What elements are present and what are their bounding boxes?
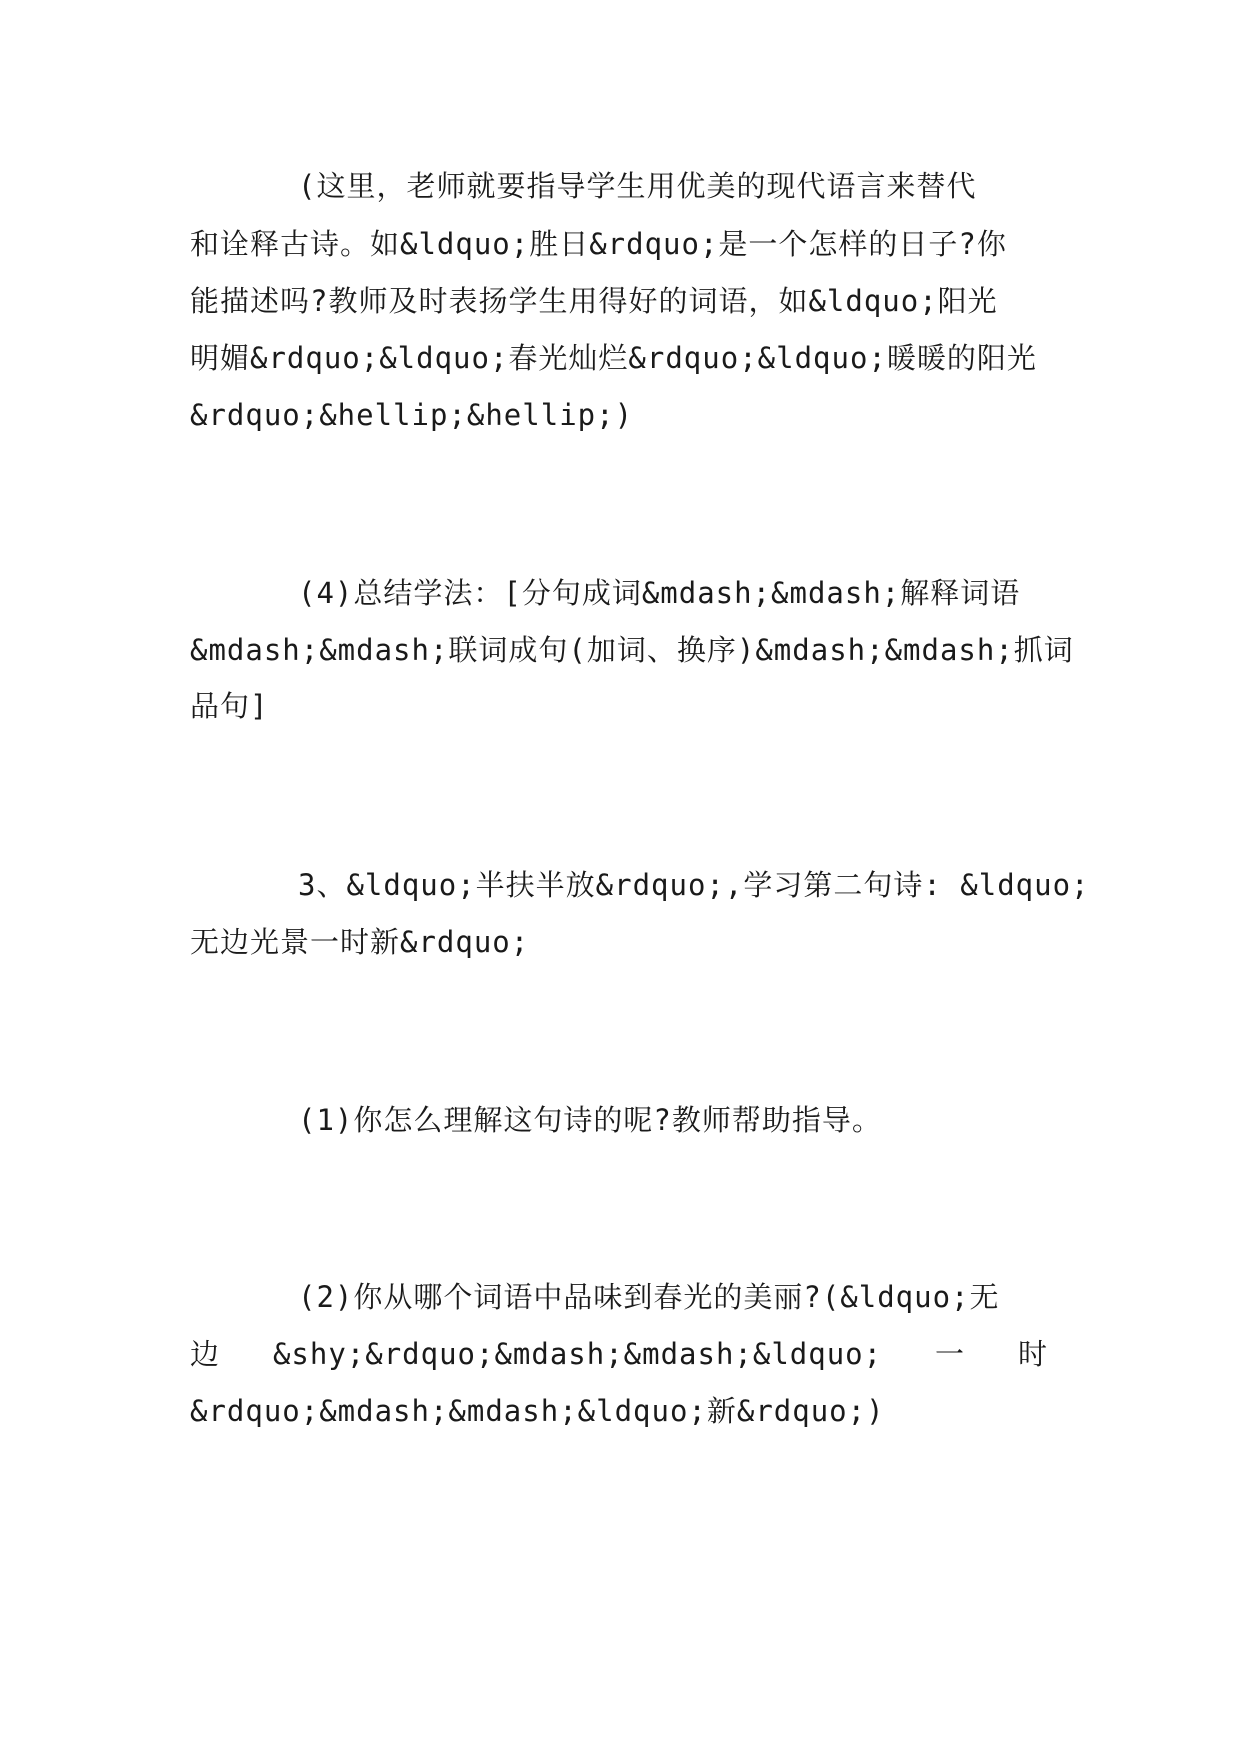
paragraph-1-line-5: &rdquo;&hellip;&hellip;) xyxy=(190,398,634,432)
paragraph-5-line-2-word-4: 时 xyxy=(1017,1337,1048,1371)
paragraph-5-line-3: &rdquo;&mdash;&mdash;&ldquo;新&rdquo;) xyxy=(190,1394,885,1428)
paragraph-2-line-1: (4)总结学法：[分句成词&mdash;&mdash;解释词语 xyxy=(298,576,1021,610)
paragraph-5-line-2-word-2: &shy;&rdquo;&mdash;&mdash;&ldquo; xyxy=(272,1337,883,1371)
paragraph-1-line-2: 和诠释古诗。如&ldquo;胜日&rdquo;是一个怎样的日子?你 xyxy=(190,227,1007,261)
paragraph-5-line-2-word-3: 一 xyxy=(935,1337,966,1371)
paragraph-3-line-2: 无边光景一时新&rdquo; xyxy=(190,925,530,959)
paragraph-1-line-1: (这里，老师就要指导学生用优美的现代语言来替代 xyxy=(298,169,977,203)
paragraph-5-line-2-word-1: 边 xyxy=(190,1337,221,1371)
paragraph-3-line-1: 3、&ldquo;半扶半放&rdquo;,学习第二句诗: &ldquo; xyxy=(298,868,1090,902)
paragraph-1-line-4: 明媚&rdquo;&ldquo;春光灿烂&rdquo;&ldquo;暖暖的阳光 xyxy=(190,341,1037,375)
paragraph-5-line-2 xyxy=(190,1325,1048,1383)
paragraph-2-line-2: &mdash;&mdash;联词成句(加词、换序)&mdash;&mdash;抓词 xyxy=(190,633,1074,667)
paragraph-5-line-1: (2)你从哪个词语中品味到春光的美丽?(&ldquo;无 xyxy=(298,1280,1000,1314)
paragraph-1-line-3: 能描述吗?教师及时表扬学生用得好的词语，如&ldquo;阳光 xyxy=(190,284,998,318)
paragraph-2-line-3: 品句] xyxy=(190,689,269,723)
paragraph-4-line-1: (1)你怎么理解这句诗的呢?教师帮助指导。 xyxy=(298,1103,882,1137)
